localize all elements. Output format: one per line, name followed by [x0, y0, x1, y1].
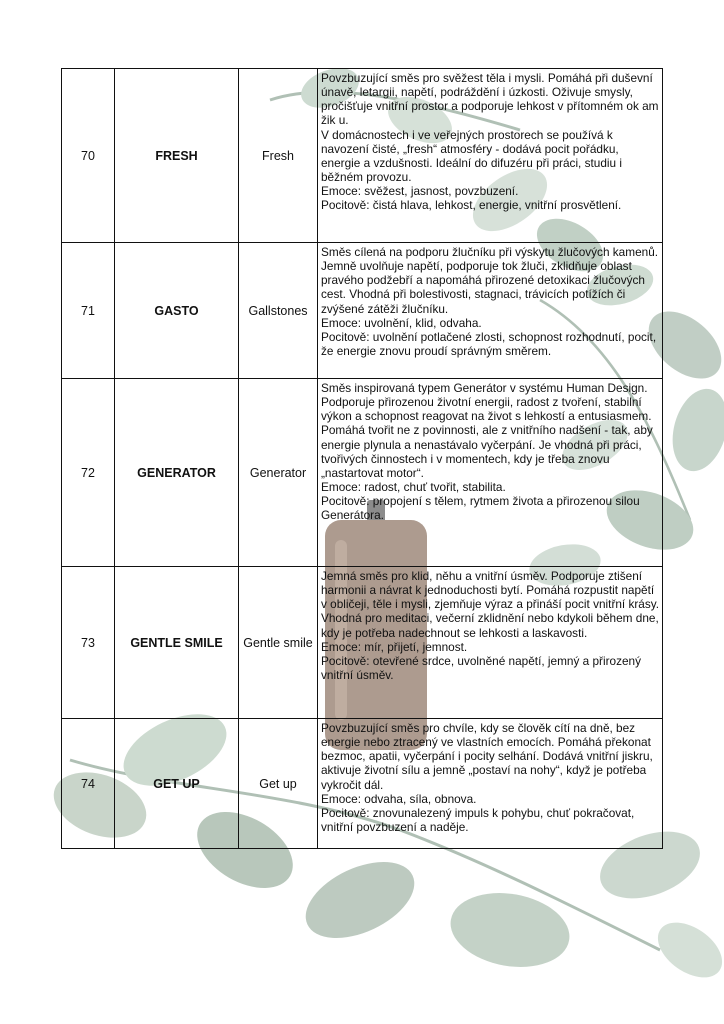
table-row [62, 567, 663, 719]
product-english-name: Gallstones [239, 243, 318, 379]
table-row [62, 719, 663, 849]
product-description-cell [318, 719, 663, 849]
product-number: 74 [62, 719, 115, 849]
product-english-name: Get up [239, 719, 318, 849]
products-table [61, 68, 663, 849]
product-description-cell [318, 243, 663, 379]
product-number: 70 [62, 69, 115, 243]
product-description-cell [318, 567, 663, 719]
product-name: GET UP [115, 719, 239, 849]
product-description: Povzbuzující směs pro svěžest těla i mysli. Pomáhá při duševní únavě, letargii, napětí, podráždění i úzkosti. Oživuje smysly, pročišťuje vnitřní prostor a podporuje lehkost v přítomném ok am žik u. V domácnostech i ve veřejných prostorech se používá k navození čisté, „fresh“ atmosféry - dodává pocit pořádku, energie a vzdušnosti. Ideální do difuzéru při práci, studiu i běžném provozu. Emoce: svěžest, jasnost, povzbuzení. Pocitově: čistá hlava, lehkost, energie, vnitřní prosvětlení. [321, 71, 659, 213]
product-number: 73 [62, 567, 115, 719]
product-english-name: Fresh [239, 69, 318, 243]
table-row [62, 69, 663, 243]
product-english-name: Generator [239, 379, 318, 567]
product-description-cell [318, 69, 663, 243]
product-name: GENTLE SMILE [115, 567, 239, 719]
product-name: GENERATOR [115, 379, 239, 567]
product-number: 72 [62, 379, 115, 567]
product-description: Směs cílená na podporu žlučníku při výskytu žlučových kamenů. Jemně uvolňuje napětí, podporuje tok žluči, zklidňuje oblast pravého podžebří a napomáhá přirozené detoxikaci žlučových cest. Vhodná při bolestivosti, stagnaci, trávicích potížích či zvýšené zátěži žlučníku. Emoce: uvolnění, klid, odvaha. Pocitově: uvolnění potlačené zlosti, schopnost rozhodnutí, pocit, že energie znovu proudí správným směrem. [321, 245, 659, 359]
product-description: Jemná směs pro klid, něhu a vnitřní úsměv. Podporuje ztišení harmonii a návrat k jednoduchosti bytí. Pomáhá rozpustit napětí v obličeji, těle i mysli, zjemňuje výraz a přináší pocit vnitřní krásy. Vhodná pro meditaci, večerní zklidnění nebo kdykoli během dne, kdy je potřeba nadechnout se lehkosti a laskavosti. Emoce: mír, přijetí, jemnost. Pocitově: otevřené srdce, uvolněné napětí, jemný a přirozený vnitřní úsměv. [321, 569, 660, 683]
product-name: FRESH [115, 69, 239, 243]
table-row [62, 243, 663, 379]
product-description-cell [318, 379, 663, 567]
product-number: 71 [62, 243, 115, 379]
product-name: GASTO [115, 243, 239, 379]
product-description: Směs inspirovaná typem Generátor v systému Human Design. Podporuje přirozenou životní energii, radost z tvoření, stabilní výkon a schopnost reagovat na život s lehkostí a entusiasmem. Pomáhá tvořit ne z povinnosti, ale z vnitřního nadšení - tak, aby energie plynula a nenastávalo vyčerpání. Je vhodná při práci, tvořivých činnostech i v momentech, kdy je třeba znovu „nastartovat motor“. Emoce: radost, chuť tvořit, stabilita. Pocitově: propojení s tělem, rytmem života a přirozenou silou Generátora. [321, 381, 653, 523]
product-description: Povzbuzující směs pro chvíle, kdy se člověk cítí na dně, bez energie nebo ztracený ve vlastních emocích. Pomáhá překonat bezmoc, apatii, vyčerpání i pocity selhání. Dodává vnitřní jiskru, aktivuje životní sílu a jemně „postaví na nohy“, když je potřeba vykročit dál. Emoce: odvaha, síla, obnova. Pocitově: znovunalezený impuls k pohybu, chuť pokračovat, vnitřní povzbuzení a naděje. [321, 721, 653, 835]
product-english-name: Gentle smile [239, 567, 318, 719]
products-table-wrapper [61, 68, 663, 849]
table-row [62, 379, 663, 567]
